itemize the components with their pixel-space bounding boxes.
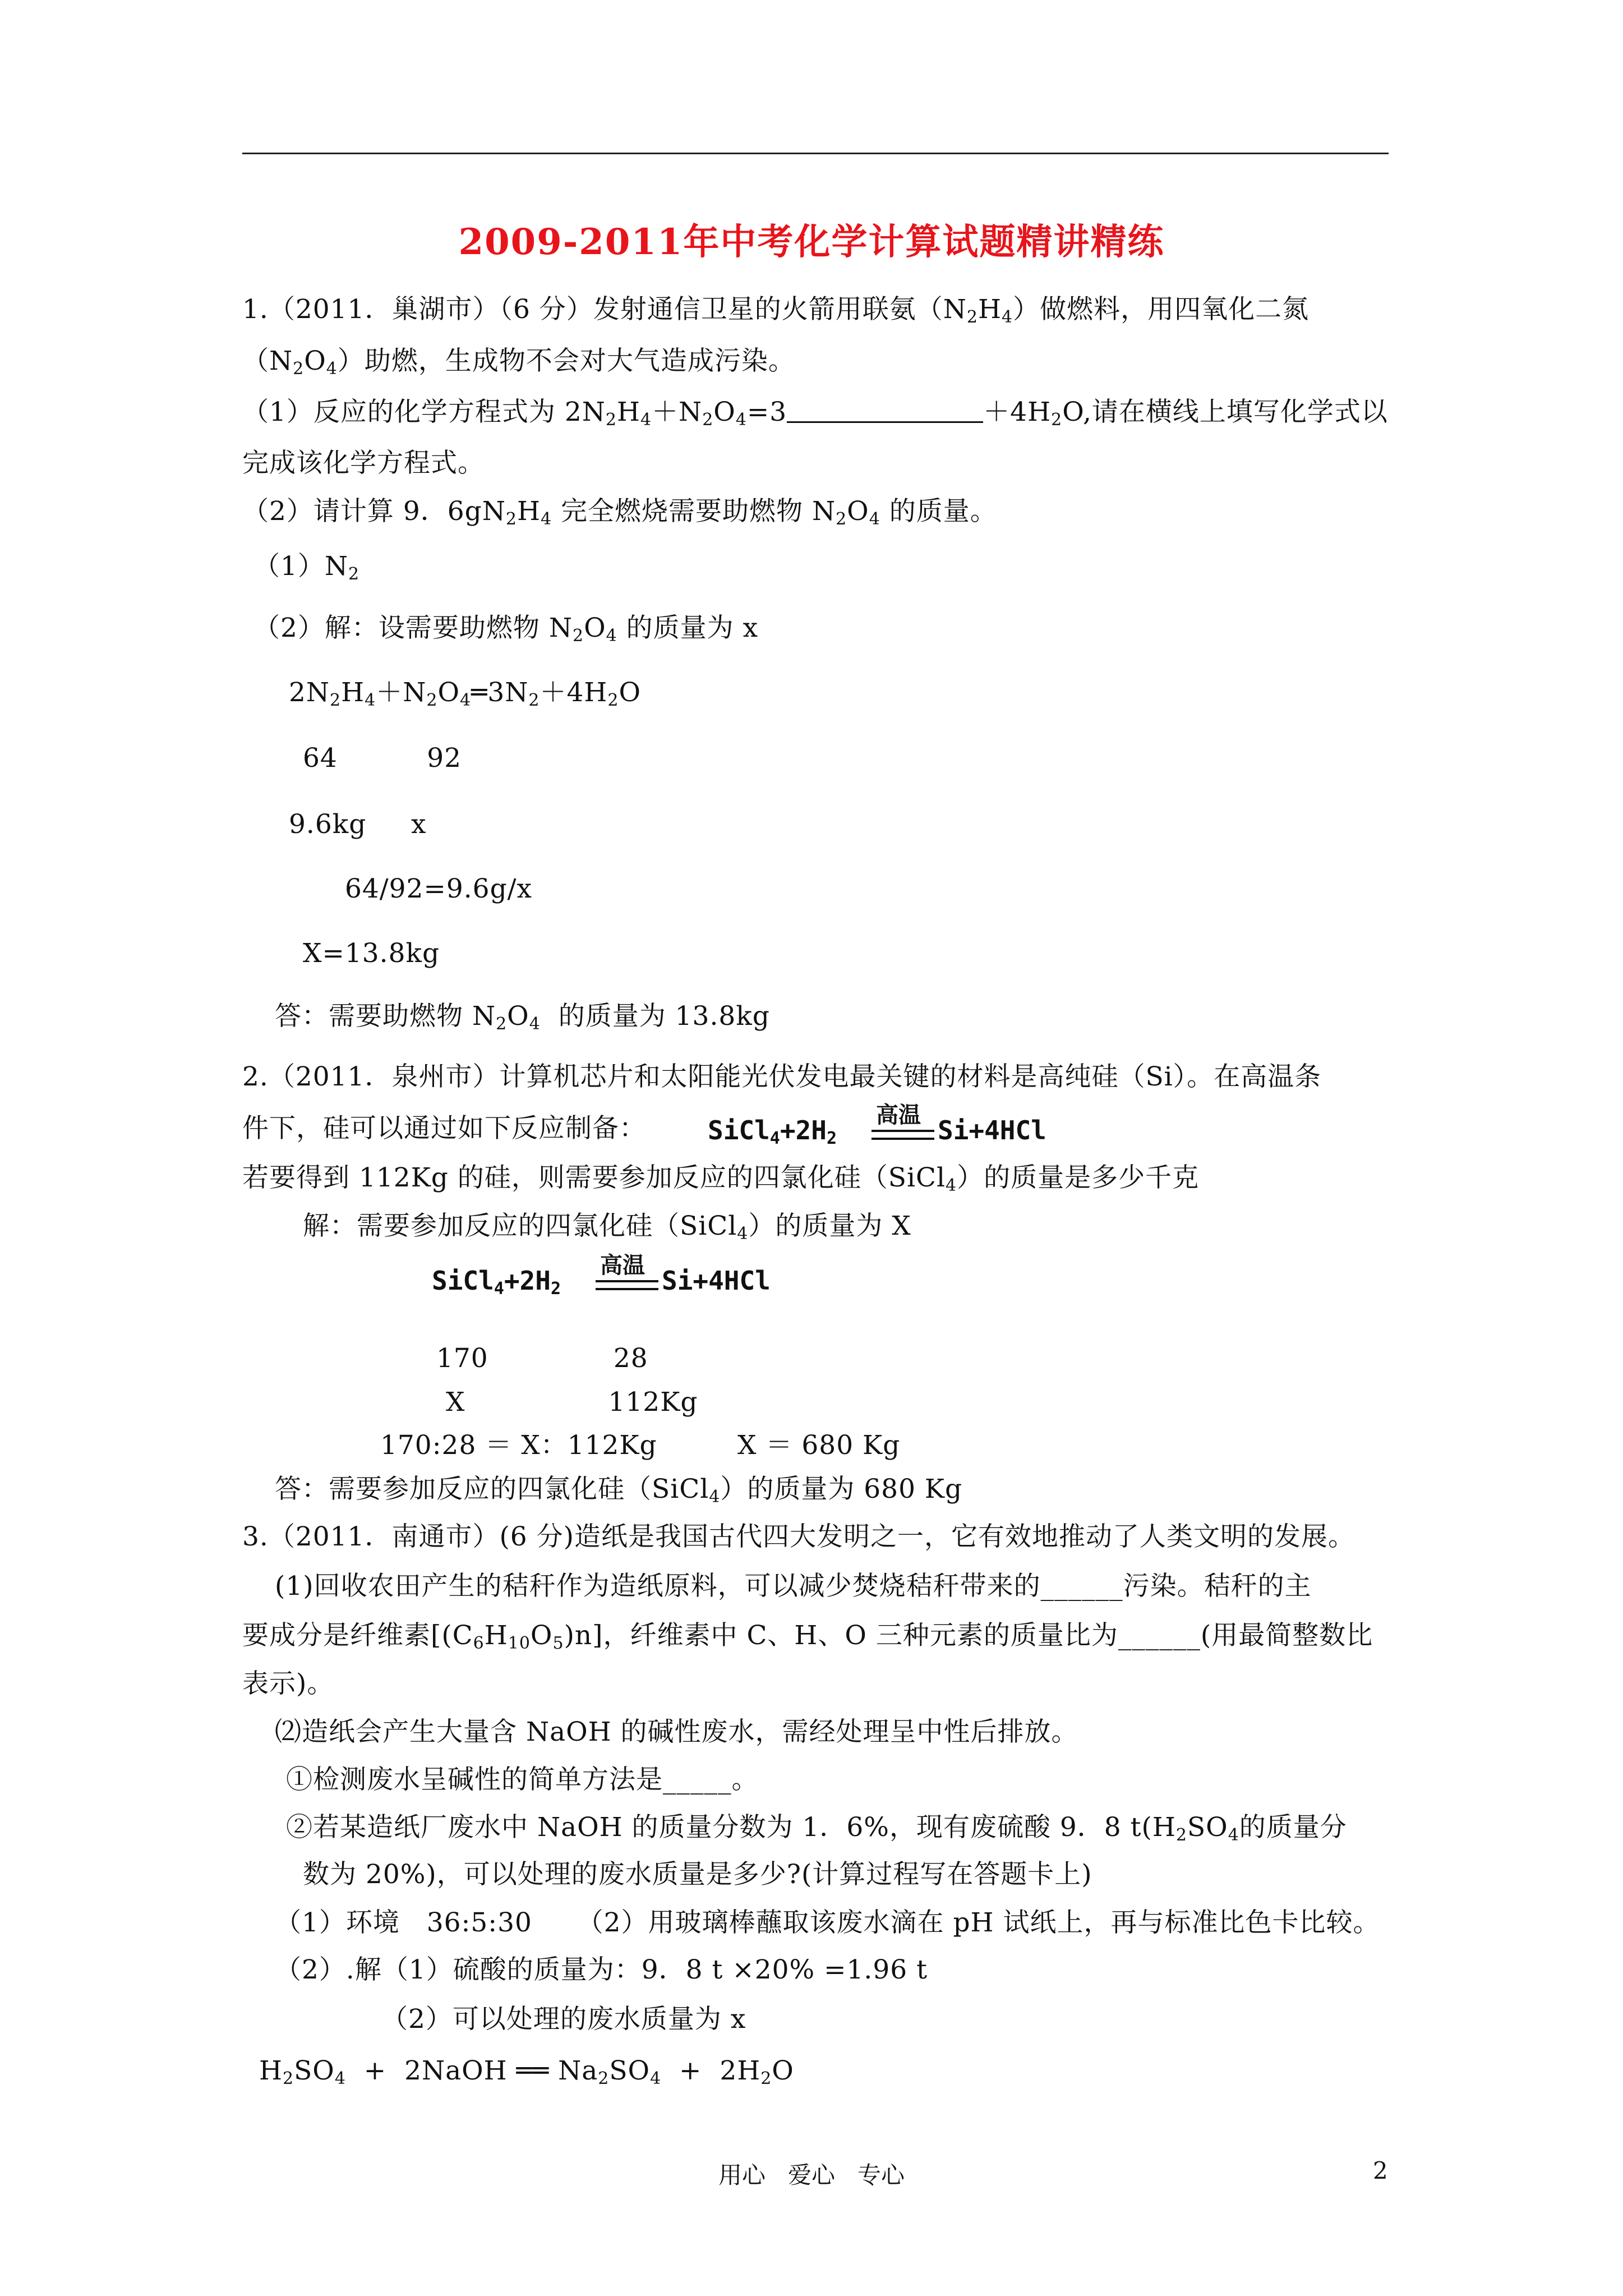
q1-part1: （1）反应的化学方程式为 $2N_2H_4+N_2O_4=3 +4H_2O$,请在横线上填写化学式以 (242, 397, 1388, 430)
q3-answer-2: （2）.解（1）硫酸的质量为：9．8 t ×20% =1.96 t (275, 1954, 928, 1985)
q3-part1-end: 表示)。 (242, 1668, 334, 1699)
header-rule (242, 153, 1389, 154)
q1-heading-cont: $(N_2O_4)$助燃，生成物不会对大气造成污染。 (242, 346, 795, 379)
reaction-condition: 高温 (876, 1102, 921, 1128)
q1-calc-row: 9.6kg x (289, 809, 427, 840)
q1-calc-row: 64/92=9.6g/x (345, 873, 533, 904)
q2-final-answer: 答：需要参加反应的四氯化硅（SiCl$_4$）的质量为 680 Kg (275, 1474, 963, 1507)
q3-part2-sub2-cont: 数为 20%)，可以处理的废水质量是多少?(计算过程写在答题卡上) (303, 1859, 1092, 1890)
page-number: 2 (1373, 2157, 1388, 2184)
q1-answer1: $(1)N_2$ (253, 551, 360, 584)
reaction-condition: 高温 (600, 1253, 645, 1278)
q1-part2: （2）请计算 9．$6gN_2H_4$ 完全燃烧需要助燃物 $N_2O_4$ 的质量。 (242, 496, 997, 529)
q1-final-answer: 答：需要助燃物 $N_2O_4$ 的质量为 13.8kg (275, 1001, 770, 1034)
q3-part1: (1)回收农田产生的秸秆作为造纸原料，可以减少焚烧秸秆带来的______污染。秸秆的主 (275, 1571, 1312, 1602)
q3-part2-sub2: ②若某造纸厂废水中 NaOH 的质量分数为 1．6%，现有废硫酸 9．8 $t(H_2SO_4$的质量分 (286, 1812, 1347, 1845)
q1-equation: $2N_2H_4+N_2O_4═3N_2+4H_2O$ (289, 677, 642, 710)
q2-calc-row: X 112Kg (446, 1387, 698, 1418)
q3-answer-3: （2）可以处理的废水质量为 x (381, 2004, 746, 2035)
q2-heading: 2.（2011．泉州市）计算机芯片和太阳能光伏发电最关键的材料是高纯硅（Si）。在高温条 (242, 1061, 1322, 1092)
q2-heading-cont: 件下，硅可以通过如下反应制备： (242, 1113, 646, 1144)
q3-part2: ⑵造纸会产生大量含 NaOH 的碱性废水，需经处理呈中性后排放。 (275, 1717, 1078, 1747)
answer-blank (787, 399, 983, 423)
q3-heading: 3.（2011．南通市）(6 分)造纸是我国古代四大发明之一，它有效地推动了人类文明的发展。 (242, 1521, 1355, 1552)
page-footer: 用心 爱心 专心 (718, 2161, 905, 2189)
page-title: 2009-2011年中考化学计算试题精讲精练 (458, 221, 1165, 263)
equals-sign (872, 1130, 934, 1140)
q1-solution-intro: （2）解：设需要助燃物 $N_2O_4$ 的质量为 x (253, 613, 759, 646)
q2-calc-row: 170 28 (436, 1343, 648, 1374)
q1-calc-row: X=13.8kg (303, 938, 440, 969)
q1-part1-cont: 完成该化学方程式。 (242, 448, 485, 478)
q1-heading: 1.（2011．巢湖市）（6 分）发射通信卫星的火箭用联氨$(N_2H_4)$做燃料，用四氧化二氮 (242, 294, 1310, 327)
q2-solution-equation: $SiCl_4+2H_2$ 高温 Si+4HCl (432, 1255, 780, 1300)
equals-sign (596, 1280, 658, 1290)
q2-solution-intro: 解：需要参加反应的四氯化硅（SiCl$_4$）的质量为 X (303, 1211, 911, 1244)
q3-part1-cont: 要成分是纤维素$[(C_6H_{10}O_5)n]$，纤维素中 C、H、O 三种元素的质量比为______(用最简整数比 (242, 1620, 1373, 1653)
q2-calc-row: 170:28 ＝ X：112Kg X ＝ 680 Kg (380, 1430, 901, 1461)
q2-reaction-equation: $SiCl_4+2H_2$ 高温 Si+4HCl (708, 1105, 1055, 1150)
q3-answer-1: （1）环境 36:5:30 （2）用玻璃棒蘸取该废水滴在 pH 试纸上，再与标准比色卡比较。 (275, 1907, 1380, 1938)
q1-calc-row: 64 92 (303, 743, 462, 774)
q3-part2-sub1: ①检测废水呈碱性的简单方法是_____。 (286, 1764, 759, 1795)
q3-equation: $H_2SO_4$ + 2NaOH ══ $Na_2SO_4 + 2H_2O$ (259, 2055, 794, 2088)
q2-question: 若要得到 112Kg 的硅，则需要参加反应的四氯化硅（SiCl$_4$）的质量是多少千克 (242, 1162, 1200, 1195)
